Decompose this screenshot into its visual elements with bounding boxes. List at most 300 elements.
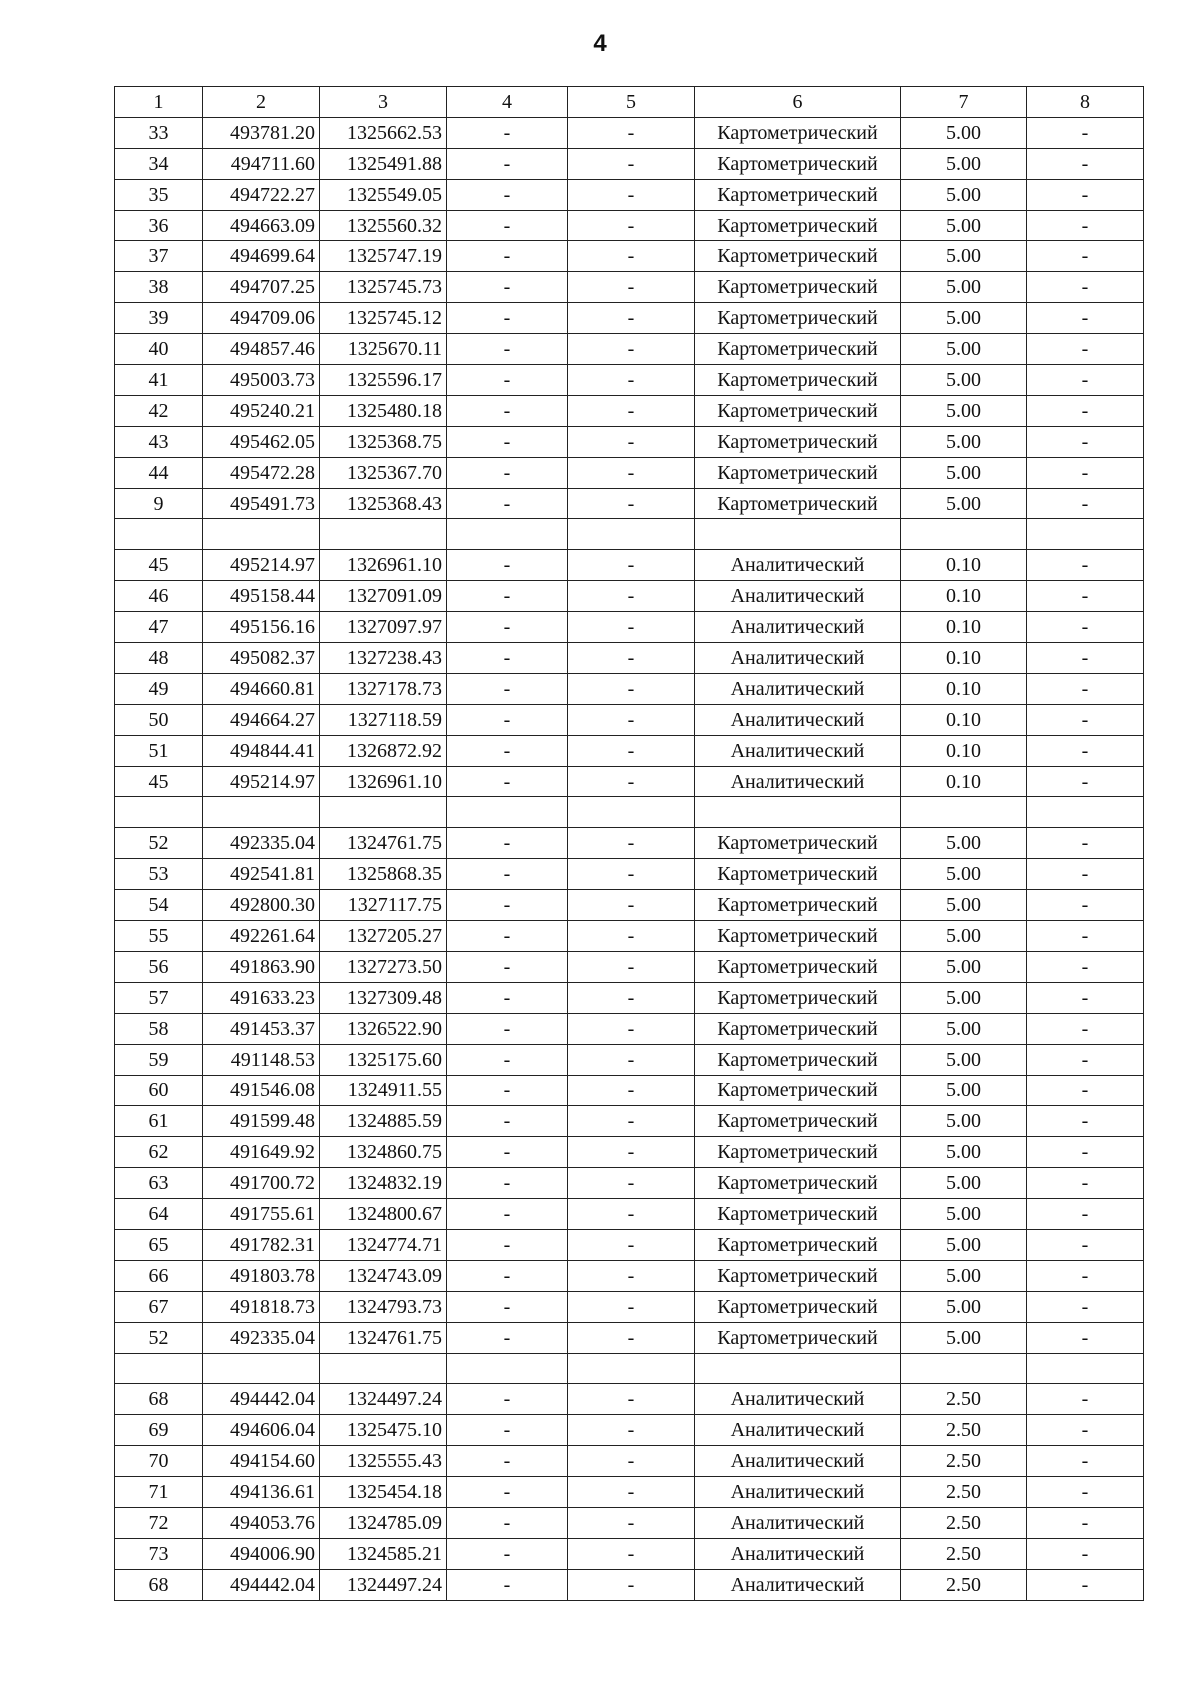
- col-4-value-cell: -: [447, 1260, 568, 1291]
- col-4-value-cell: -: [447, 550, 568, 581]
- col-4-value-cell: -: [447, 148, 568, 179]
- col-8-value-cell: -: [1027, 1384, 1144, 1415]
- col-4-value-cell: -: [447, 179, 568, 210]
- coord-x-cell: [203, 797, 320, 828]
- coord-x-cell: 491782.31: [203, 1229, 320, 1260]
- col-5-value-cell: -: [568, 673, 695, 704]
- accuracy-cell: 5.00: [901, 1260, 1027, 1291]
- col-4-value-cell: -: [447, 1199, 568, 1230]
- coord-x-cell: 494660.81: [203, 673, 320, 704]
- col-8-value-cell: -: [1027, 951, 1144, 982]
- accuracy-cell: 5.00: [901, 828, 1027, 859]
- col-5-value-cell: -: [568, 1322, 695, 1353]
- col-8-value-cell: -: [1027, 1199, 1144, 1230]
- table-row: [115, 1106, 1144, 1137]
- coord-x-cell: 492800.30: [203, 890, 320, 921]
- point-number-cell: 48: [115, 643, 203, 674]
- table-row: [115, 828, 1144, 859]
- method-cell: Аналитический: [695, 673, 901, 704]
- point-number-cell: 60: [115, 1075, 203, 1106]
- coord-x-cell: 492541.81: [203, 859, 320, 890]
- col-5-value-cell: -: [568, 550, 695, 581]
- point-number-cell: 70: [115, 1446, 203, 1477]
- column-header: 1: [115, 87, 203, 118]
- accuracy-cell: 5.00: [901, 1199, 1027, 1230]
- col-8-value-cell: -: [1027, 457, 1144, 488]
- table-row: [115, 148, 1144, 179]
- col-5-value-cell: -: [568, 1106, 695, 1137]
- method-cell: Аналитический: [695, 1477, 901, 1508]
- table-row: [115, 1569, 1144, 1600]
- accuracy-cell: 5.00: [901, 179, 1027, 210]
- method-cell: Аналитический: [695, 704, 901, 735]
- accuracy-cell: 2.50: [901, 1507, 1027, 1538]
- col-8-value-cell: -: [1027, 1569, 1144, 1600]
- method-cell: Аналитический: [695, 1384, 901, 1415]
- point-number-cell: 69: [115, 1415, 203, 1446]
- point-number-cell: [115, 519, 203, 550]
- col-8-value-cell: -: [1027, 1075, 1144, 1106]
- coord-x-cell: 491700.72: [203, 1168, 320, 1199]
- accuracy-cell: 5.00: [901, 117, 1027, 148]
- method-cell: Картометрический: [695, 488, 901, 519]
- col-4-value-cell: -: [447, 1415, 568, 1446]
- table-row: [115, 1075, 1144, 1106]
- coord-y-cell: 1327178.73: [320, 673, 447, 704]
- coord-y-cell: 1325745.12: [320, 303, 447, 334]
- coord-y-cell: 1325596.17: [320, 365, 447, 396]
- col-4-value-cell: -: [447, 1569, 568, 1600]
- col-4-value-cell: -: [447, 890, 568, 921]
- col-4-value-cell: -: [447, 1322, 568, 1353]
- col-8-value-cell: -: [1027, 704, 1144, 735]
- col-8-value-cell: -: [1027, 766, 1144, 797]
- col-5-value-cell: -: [568, 890, 695, 921]
- col-4-value-cell: -: [447, 1384, 568, 1415]
- coord-x-cell: 491649.92: [203, 1137, 320, 1168]
- col-5-value-cell: -: [568, 766, 695, 797]
- method-cell: Аналитический: [695, 1538, 901, 1569]
- accuracy-cell: 0.10: [901, 612, 1027, 643]
- coord-x-cell: 494154.60: [203, 1446, 320, 1477]
- method-cell: Картометрический: [695, 1291, 901, 1322]
- coord-x-cell: 491633.23: [203, 982, 320, 1013]
- point-number-cell: [115, 797, 203, 828]
- coord-x-cell: 494136.61: [203, 1477, 320, 1508]
- coord-x-cell: 491863.90: [203, 951, 320, 982]
- point-number-cell: 50: [115, 704, 203, 735]
- coord-x-cell: 494857.46: [203, 334, 320, 365]
- col-8-value-cell: -: [1027, 1538, 1144, 1569]
- point-number-cell: 62: [115, 1137, 203, 1168]
- point-number-cell: 57: [115, 982, 203, 1013]
- col-4-value-cell: -: [447, 334, 568, 365]
- point-number-cell: 56: [115, 951, 203, 982]
- coord-y-cell: [320, 1353, 447, 1384]
- coord-y-cell: 1324860.75: [320, 1137, 447, 1168]
- point-number-cell: 43: [115, 426, 203, 457]
- point-number-cell: 67: [115, 1291, 203, 1322]
- col-8-value-cell: -: [1027, 1106, 1144, 1137]
- col-5-value-cell: -: [568, 828, 695, 859]
- point-number-cell: 54: [115, 890, 203, 921]
- table-row: [115, 1168, 1144, 1199]
- accuracy-cell: 5.00: [901, 859, 1027, 890]
- col-8-value-cell: -: [1027, 550, 1144, 581]
- method-cell: Картометрический: [695, 1199, 901, 1230]
- method-cell: Аналитический: [695, 735, 901, 766]
- point-number-cell: 66: [115, 1260, 203, 1291]
- coord-x-cell: 491148.53: [203, 1044, 320, 1075]
- coord-y-cell: 1325491.88: [320, 148, 447, 179]
- accuracy-cell: 5.00: [901, 1322, 1027, 1353]
- point-number-cell: 36: [115, 210, 203, 241]
- table-separator-row: [115, 797, 1144, 828]
- col-5-value-cell: -: [568, 859, 695, 890]
- accuracy-cell: 5.00: [901, 334, 1027, 365]
- accuracy-cell: 5.00: [901, 1168, 1027, 1199]
- coord-x-cell: 494663.09: [203, 210, 320, 241]
- accuracy-cell: 0.10: [901, 735, 1027, 766]
- table-row: [115, 303, 1144, 334]
- col-5-value-cell: -: [568, 395, 695, 426]
- col-8-value-cell: -: [1027, 488, 1144, 519]
- coord-y-cell: 1324761.75: [320, 828, 447, 859]
- coord-y-cell: 1324761.75: [320, 1322, 447, 1353]
- point-number-cell: [115, 1353, 203, 1384]
- coord-x-cell: 494442.04: [203, 1384, 320, 1415]
- method-cell: Картометрический: [695, 1106, 901, 1137]
- page-number: 4: [593, 30, 607, 57]
- accuracy-cell: 2.50: [901, 1415, 1027, 1446]
- col-8-value-cell: -: [1027, 303, 1144, 334]
- coord-y-cell: 1325368.43: [320, 488, 447, 519]
- coord-x-cell: 495214.97: [203, 766, 320, 797]
- coord-y-cell: 1324885.59: [320, 1106, 447, 1137]
- col-8-value-cell: -: [1027, 581, 1144, 612]
- col-4-value-cell: -: [447, 982, 568, 1013]
- table-row: [115, 1013, 1144, 1044]
- accuracy-cell: 2.50: [901, 1569, 1027, 1600]
- point-number-cell: 40: [115, 334, 203, 365]
- point-number-cell: 47: [115, 612, 203, 643]
- col-5-value-cell: -: [568, 1384, 695, 1415]
- method-cell: Картометрический: [695, 117, 901, 148]
- point-number-cell: 53: [115, 859, 203, 890]
- accuracy-cell: 2.50: [901, 1446, 1027, 1477]
- col-5-value-cell: -: [568, 1477, 695, 1508]
- accuracy-cell: [901, 797, 1027, 828]
- col-5-value-cell: -: [568, 1291, 695, 1322]
- coord-x-cell: 494709.06: [203, 303, 320, 334]
- accuracy-cell: 5.00: [901, 1075, 1027, 1106]
- method-cell: Аналитический: [695, 1569, 901, 1600]
- col-5-value-cell: [568, 1353, 695, 1384]
- col-8-value-cell: -: [1027, 1291, 1144, 1322]
- col-5-value-cell: -: [568, 735, 695, 766]
- accuracy-cell: 5.00: [901, 395, 1027, 426]
- table-row: [115, 1137, 1144, 1168]
- point-number-cell: 55: [115, 921, 203, 952]
- col-4-value-cell: -: [447, 1229, 568, 1260]
- point-number-cell: 65: [115, 1229, 203, 1260]
- method-cell: Картометрический: [695, 1013, 901, 1044]
- coord-y-cell: 1325670.11: [320, 334, 447, 365]
- coord-y-cell: 1327117.75: [320, 890, 447, 921]
- col-5-value-cell: -: [568, 982, 695, 1013]
- point-number-cell: 59: [115, 1044, 203, 1075]
- point-number-cell: 35: [115, 179, 203, 210]
- coord-y-cell: 1324585.21: [320, 1538, 447, 1569]
- accuracy-cell: 5.00: [901, 457, 1027, 488]
- point-number-cell: 52: [115, 828, 203, 859]
- coord-y-cell: 1325175.60: [320, 1044, 447, 1075]
- method-cell: Картометрический: [695, 1260, 901, 1291]
- coord-y-cell: 1327097.97: [320, 612, 447, 643]
- column-header: 2: [203, 87, 320, 118]
- col-8-value-cell: -: [1027, 921, 1144, 952]
- coord-x-cell: 491755.61: [203, 1199, 320, 1230]
- col-5-value-cell: -: [568, 365, 695, 396]
- accuracy-cell: 5.00: [901, 1137, 1027, 1168]
- coord-y-cell: 1324774.71: [320, 1229, 447, 1260]
- col-8-value-cell: -: [1027, 1044, 1144, 1075]
- col-8-value-cell: -: [1027, 148, 1144, 179]
- accuracy-cell: 0.10: [901, 704, 1027, 735]
- col-4-value-cell: [447, 797, 568, 828]
- col-8-value-cell: -: [1027, 643, 1144, 674]
- col-5-value-cell: -: [568, 643, 695, 674]
- table-header-row: [115, 87, 1144, 118]
- coord-x-cell: 494722.27: [203, 179, 320, 210]
- col-5-value-cell: -: [568, 210, 695, 241]
- method-cell: Картометрический: [695, 921, 901, 952]
- table-row: [115, 704, 1144, 735]
- col-8-value-cell: -: [1027, 1137, 1144, 1168]
- method-cell: Аналитический: [695, 1415, 901, 1446]
- table-row: [115, 1199, 1144, 1230]
- table-row: [115, 1044, 1144, 1075]
- coord-y-cell: 1327273.50: [320, 951, 447, 982]
- col-5-value-cell: [568, 519, 695, 550]
- column-header: 4: [447, 87, 568, 118]
- col-8-value-cell: -: [1027, 890, 1144, 921]
- col-4-value-cell: -: [447, 457, 568, 488]
- table-separator-row: [115, 519, 1144, 550]
- col-8-value-cell: -: [1027, 859, 1144, 890]
- point-number-cell: 72: [115, 1507, 203, 1538]
- coord-y-cell: 1326872.92: [320, 735, 447, 766]
- col-4-value-cell: [447, 519, 568, 550]
- col-5-value-cell: -: [568, 1415, 695, 1446]
- col-8-value-cell: -: [1027, 1260, 1144, 1291]
- col-4-value-cell: -: [447, 1106, 568, 1137]
- method-cell: Картометрический: [695, 365, 901, 396]
- column-header: 8: [1027, 87, 1144, 118]
- accuracy-cell: 0.10: [901, 673, 1027, 704]
- accuracy-cell: [901, 1353, 1027, 1384]
- coord-x-cell: 492335.04: [203, 828, 320, 859]
- table-row: [115, 735, 1144, 766]
- col-4-value-cell: -: [447, 210, 568, 241]
- col-4-value-cell: -: [447, 1168, 568, 1199]
- coord-x-cell: 491599.48: [203, 1106, 320, 1137]
- method-cell: Картометрический: [695, 457, 901, 488]
- accuracy-cell: 2.50: [901, 1477, 1027, 1508]
- accuracy-cell: 2.50: [901, 1384, 1027, 1415]
- coord-y-cell: 1327118.59: [320, 704, 447, 735]
- table-row: [115, 859, 1144, 890]
- accuracy-cell: 5.00: [901, 1291, 1027, 1322]
- method-cell: Картометрический: [695, 148, 901, 179]
- col-4-value-cell: -: [447, 117, 568, 148]
- col-8-value-cell: [1027, 1353, 1144, 1384]
- col-4-value-cell: -: [447, 1013, 568, 1044]
- method-cell: Картометрический: [695, 303, 901, 334]
- col-5-value-cell: -: [568, 612, 695, 643]
- method-cell: Картометрический: [695, 334, 901, 365]
- col-8-value-cell: -: [1027, 1322, 1144, 1353]
- col-5-value-cell: -: [568, 272, 695, 303]
- coord-x-cell: 495158.44: [203, 581, 320, 612]
- point-number-cell: 49: [115, 673, 203, 704]
- col-5-value-cell: -: [568, 1507, 695, 1538]
- col-5-value-cell: -: [568, 1446, 695, 1477]
- coord-x-cell: 495156.16: [203, 612, 320, 643]
- point-number-cell: 39: [115, 303, 203, 334]
- col-8-value-cell: -: [1027, 828, 1144, 859]
- coord-x-cell: 495240.21: [203, 395, 320, 426]
- coord-x-cell: 494053.76: [203, 1507, 320, 1538]
- point-number-cell: 73: [115, 1538, 203, 1569]
- point-number-cell: 52: [115, 1322, 203, 1353]
- col-8-value-cell: -: [1027, 1415, 1144, 1446]
- point-number-cell: 42: [115, 395, 203, 426]
- accuracy-cell: 5.00: [901, 1013, 1027, 1044]
- col-4-value-cell: -: [447, 951, 568, 982]
- col-5-value-cell: [568, 797, 695, 828]
- method-cell: Картометрический: [695, 210, 901, 241]
- col-8-value-cell: -: [1027, 241, 1144, 272]
- coord-y-cell: 1325480.18: [320, 395, 447, 426]
- method-cell: [695, 1353, 901, 1384]
- point-number-cell: 68: [115, 1569, 203, 1600]
- col-4-value-cell: -: [447, 1291, 568, 1322]
- coord-x-cell: 494844.41: [203, 735, 320, 766]
- col-5-value-cell: -: [568, 457, 695, 488]
- col-5-value-cell: -: [568, 581, 695, 612]
- col-4-value-cell: -: [447, 766, 568, 797]
- col-4-value-cell: -: [447, 241, 568, 272]
- col-4-value-cell: -: [447, 1075, 568, 1106]
- col-5-value-cell: -: [568, 1538, 695, 1569]
- method-cell: Картометрический: [695, 1322, 901, 1353]
- method-cell: Картометрический: [695, 951, 901, 982]
- method-cell: [695, 519, 901, 550]
- method-cell: Аналитический: [695, 612, 901, 643]
- col-4-value-cell: -: [447, 673, 568, 704]
- accuracy-cell: 5.00: [901, 272, 1027, 303]
- table-row: [115, 426, 1144, 457]
- coord-y-cell: [320, 519, 447, 550]
- table-row: [115, 1538, 1144, 1569]
- col-8-value-cell: -: [1027, 1168, 1144, 1199]
- coord-y-cell: 1325549.05: [320, 179, 447, 210]
- table-row: [115, 1229, 1144, 1260]
- coord-y-cell: 1327238.43: [320, 643, 447, 674]
- table-row: [115, 1322, 1144, 1353]
- coord-x-cell: 495462.05: [203, 426, 320, 457]
- col-8-value-cell: -: [1027, 117, 1144, 148]
- accuracy-cell: 5.00: [901, 303, 1027, 334]
- coord-y-cell: 1326961.10: [320, 766, 447, 797]
- point-number-cell: 45: [115, 766, 203, 797]
- coord-x-cell: 491453.37: [203, 1013, 320, 1044]
- table-row: [115, 334, 1144, 365]
- coord-x-cell: 492335.04: [203, 1322, 320, 1353]
- accuracy-cell: 5.00: [901, 1106, 1027, 1137]
- method-cell: Картометрический: [695, 395, 901, 426]
- col-8-value-cell: -: [1027, 395, 1144, 426]
- accuracy-cell: 2.50: [901, 1538, 1027, 1569]
- col-4-value-cell: -: [447, 1044, 568, 1075]
- coord-y-cell: 1324793.73: [320, 1291, 447, 1322]
- accuracy-cell: [901, 519, 1027, 550]
- table-row: [115, 612, 1144, 643]
- col-5-value-cell: -: [568, 1168, 695, 1199]
- col-5-value-cell: -: [568, 704, 695, 735]
- coord-x-cell: 494606.04: [203, 1415, 320, 1446]
- method-cell: [695, 797, 901, 828]
- coord-x-cell: 494711.60: [203, 148, 320, 179]
- col-8-value-cell: [1027, 519, 1144, 550]
- col-4-value-cell: -: [447, 272, 568, 303]
- coord-y-cell: 1324743.09: [320, 1260, 447, 1291]
- table-row: [115, 210, 1144, 241]
- col-8-value-cell: -: [1027, 210, 1144, 241]
- method-cell: Картометрический: [695, 179, 901, 210]
- coord-x-cell: 494699.64: [203, 241, 320, 272]
- coord-x-cell: 495003.73: [203, 365, 320, 396]
- point-number-cell: 58: [115, 1013, 203, 1044]
- coord-x-cell: 495491.73: [203, 488, 320, 519]
- accuracy-cell: 0.10: [901, 581, 1027, 612]
- col-4-value-cell: [447, 1353, 568, 1384]
- coord-y-cell: 1325555.43: [320, 1446, 447, 1477]
- col-8-value-cell: -: [1027, 1229, 1144, 1260]
- point-number-cell: 71: [115, 1477, 203, 1508]
- column-header: 7: [901, 87, 1027, 118]
- table-row: [115, 1507, 1144, 1538]
- method-cell: Картометрический: [695, 241, 901, 272]
- col-5-value-cell: -: [568, 1199, 695, 1230]
- table-separator-row: [115, 1353, 1144, 1384]
- col-4-value-cell: -: [447, 1446, 568, 1477]
- point-number-cell: 37: [115, 241, 203, 272]
- table-row: [115, 581, 1144, 612]
- col-8-value-cell: -: [1027, 272, 1144, 303]
- table-row: [115, 272, 1144, 303]
- point-number-cell: 44: [115, 457, 203, 488]
- table-row: [115, 241, 1144, 272]
- col-8-value-cell: -: [1027, 673, 1144, 704]
- coord-y-cell: 1324497.24: [320, 1569, 447, 1600]
- col-8-value-cell: -: [1027, 365, 1144, 396]
- table-row: [115, 1446, 1144, 1477]
- coord-x-cell: [203, 519, 320, 550]
- point-number-cell: 34: [115, 148, 203, 179]
- point-number-cell: 61: [115, 1106, 203, 1137]
